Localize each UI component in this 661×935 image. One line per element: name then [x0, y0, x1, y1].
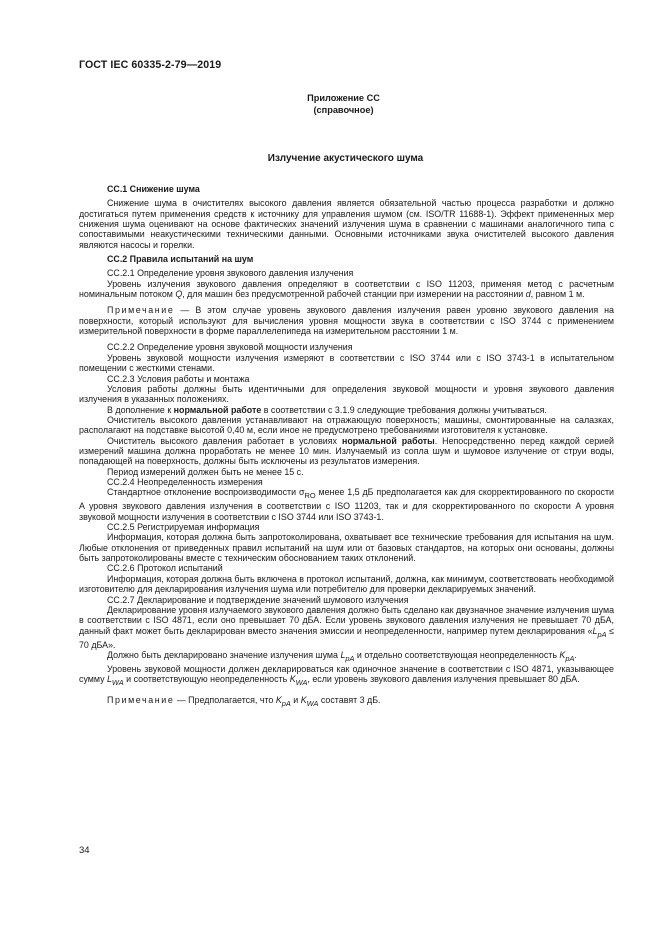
paragraph-cc27-2: Должно быть декларировано значение излучения шума $L_{pA}$ и отдельно соответствующая неопределенность $K_{pA}$. — [107, 650, 577, 663]
paragraph-noise-reduction: Снижение шума в очистителях высокого давления является обязательной частью процесса разработки и должно достигаться путем применения средств к источнику для управления шумом (см. ISO/TR 11688-1). Эффект примененных мер снижения шума оценивают на основе фактических значений излучения шума в сравнении с машинами аналогичного типа с сопоставимыми неакустическими техническими данными. Основными источниками звука очистителей высокого давления являются насосы и горелки. — [79, 198, 614, 250]
subsection-title-cc24: СС.2.4 Неопределенность измерения — [107, 476, 263, 487]
paragraph-cc27-1: Декларирование уровня излучаемого звукового давления должно быть сделано как двузначное значение излучения шума в соответствии с ISO 4871, если оно превышает 70 дБА. Если уровень звукового давления излучения не превышает 70 дБА, данный факт может быть декларирован вместо значения эмиссии и неопределенности, например путем декларирования «$L_{pA} \le 70$ дБА». — [79, 604, 615, 650]
note-1: Примечание — В этом случае уровень звукового давления излучения равен уровню звукового давления на поверхности, который используют для вычисления уровня мощности звука в соответствии с ISO 3744 с применением измерительной поверхности в форме параллелепипеда на измерительном расстоянии 1 м. — [79, 305, 614, 337]
paragraph-cc23-2: В дополнение к нормальной работе в соответствии с 3.1.9 следующие требования должны учитываться. — [107, 404, 547, 415]
section-heading-cc1: СС.1 Снижение шума — [107, 184, 200, 194]
main-title: Излучение акустического шума — [267, 153, 424, 164]
paragraph-cc25: Информация, которая должна быть запротоколирована, охватывает все технические требования для испытания на шум. Любые отклонения от приведенных правил испытаний на шум или от базовых стандартов, на которых они основаны, должны быть запротоколированы вместе с техническим обоснованием таких отклонений. — [79, 532, 614, 564]
paragraph-cc21: Уровень излучения звукового давления определяют в соответствии с ISO 11203, применяя метод с расчетным номинальным потоком Q, для машин без предусмотренной рабочей станции при измерении на расстоянии d, равном 1 м. — [79, 278, 614, 300]
standard-header: ГОСТ IEC 60335-2-79—2019 — [79, 59, 222, 71]
appendix-heading — [0, 92, 661, 116]
subsection-title-cc27: СС.2.7 Декларирование и подтверждение значений шумового излучения — [107, 594, 409, 605]
paragraph-cc23-3: Очиститель высокого давления устанавливают на отражающую поверхность; машины, смонтированные на салазках, располагают на подставке высотой 0,40 м, если иное не предусмотрено требованиями изготовителя к установке. — [79, 414, 614, 436]
document-body — [79, 184, 614, 709]
page-number: 34 — [79, 845, 90, 856]
subsection-title-cc22: СС.2.2 Определение уровня звуковой мощности излучения — [107, 342, 353, 353]
section-heading-cc2: СС.2 Правила испытаний на шум — [107, 254, 254, 265]
paragraph-cc23-1: Условия работы должны быть идентичными для определения звуковой мощности и уровня звукового давления излучения в указанных положениях. — [79, 383, 614, 405]
paragraph-cc22: Уровень звуковой мощности излучения измеряют в соответствии с ISO 3744 или с ISO 3743-1 в испытательном помещении с жесткими стенами. — [79, 352, 614, 374]
subsection-title-cc26: СС.2.6 Протокол испытаний — [107, 563, 223, 574]
paragraph-cc23-4: Очиститель высокого давления работает в условиях нормальной работы. Непосредственно перед каждой серией измерений машина должна проработать не менее 10 мин. Излучаемый из сопла шум и шумовое излучение от струи воды, попадающей на поверхность, должны быть исключены из результатов измерения. — [79, 435, 615, 467]
paragraph-cc27-3: Уровень звуковой мощности должен декларироваться как одиночное значение в соответствии с ISO 4871, указывающее сумму $L_{WA}$ и соответствующую неопределенность $K_{WA}$, если уровень звукового давления излучения превышает 80 дБА. — [79, 664, 614, 688]
paragraph-cc23-5: Период измерений должен быть не менее 15 с. — [107, 466, 304, 477]
appendix-subtitle: (справочное) — [313, 105, 374, 115]
paragraph-cc26: Информация, которая должна быть включена в протокол испытаний, должна, как минимум, соответствовать необходимой изготовителю для декларирования излучения шума или потребителю для проверки декларируемых значений. — [79, 573, 614, 595]
paragraph-cc24: Стандартное отклонение воспроизводимости $\sigma_{RO}$ менее 1,5 дБ предполагается как для скорректированного по скорости A уровня звукового давления излучения в соответствии с ISO 11203, так и для скорректированного по скорости A уровня звуковой мощности излучения в соответствии с ISO 3744 или ISO 3743-1. — [79, 487, 614, 522]
appendix-title: Приложение СС — [307, 93, 380, 103]
subsection-title-cc25: СС.2.5 Регистрируемая информация — [107, 522, 260, 533]
subsection-title-cc23: СС.2.3 Условия работы и монтажа — [107, 373, 250, 384]
subsection-title-cc21: СС.2.1 Определение уровня звукового давления излучения — [107, 268, 354, 279]
note-2: Примечание — Предполагается, что $K_{pA}$ и $K_{WA}$ составят 3 дБ. — [107, 694, 381, 708]
